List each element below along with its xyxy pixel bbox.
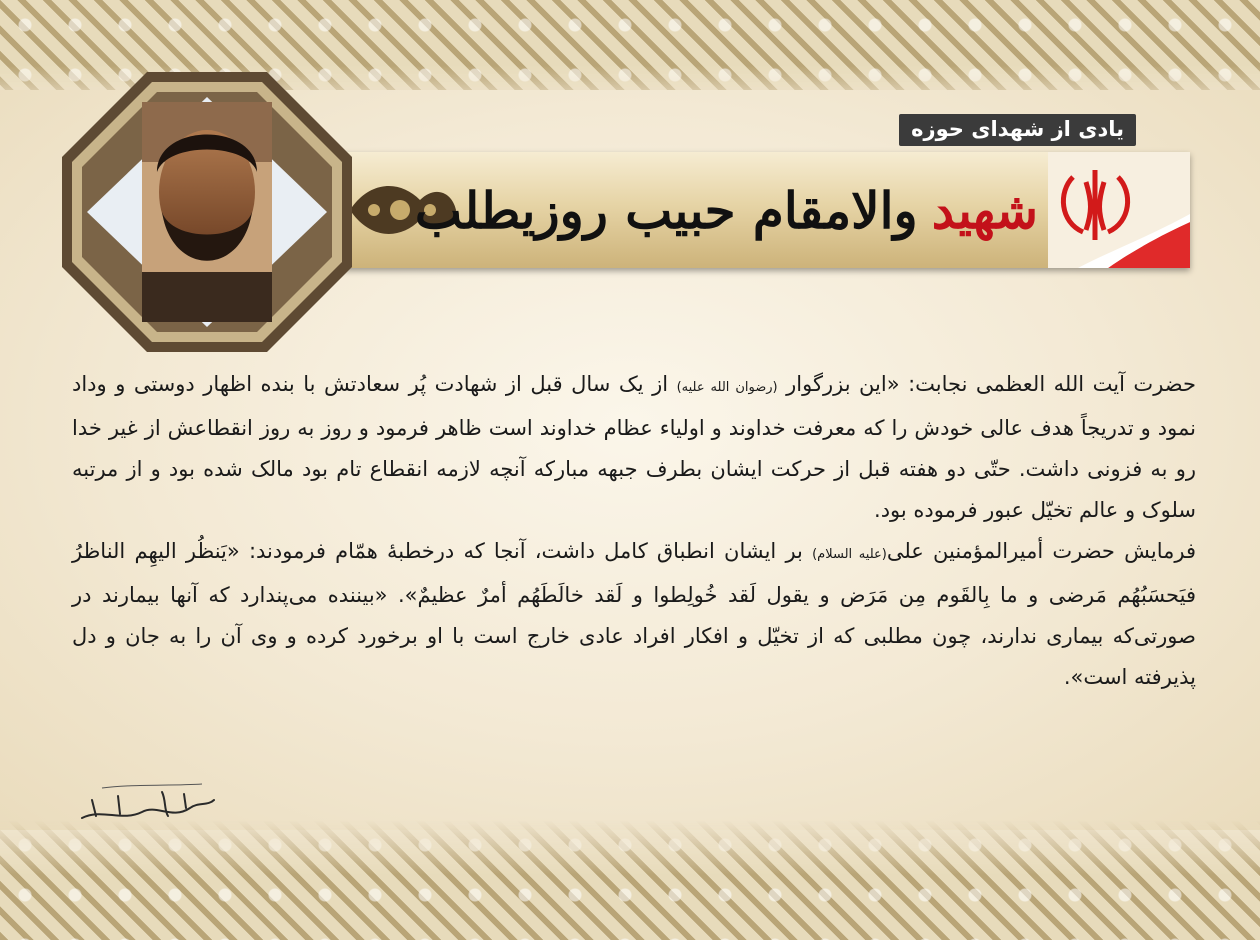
portrait-frame — [62, 72, 352, 352]
page-title — [415, 160, 1038, 260]
bottom-ornament-band — [0, 820, 1260, 940]
title-name: والامقام حبیب روزیطلب — [414, 180, 918, 240]
paragraph-2-text-a: فرمایش حضرت أمیرالمؤمنین علی — [886, 539, 1196, 563]
honorific-2: (علیه السلام) — [812, 547, 887, 562]
paragraph-1-text-b: از یک سال قبل از شهادت پُر سعادتش با بنده اظهار دوستی و وداد نمود و تدریجاً هدف عالی خودش را که معرفت خداوند و اولیاء عظام خداوند است ظاهر فرمود و روز به روز انقطاعش از غیر خدا رو به فزونی داشت. حتّی دو هفته قبل از حرکت ایشان بطرف جبهه مبارکه آنچه لازمه انقطاع تام بود مالک شده بود و از مرتبه سلوک و عالم تخیّل عبور فرموده بود. — [72, 372, 1196, 522]
body-text — [72, 364, 1196, 698]
iran-flag-icon — [1048, 152, 1190, 268]
paragraph-1 — [72, 364, 1196, 531]
paragraph-1-text-a: حضرت آیت الله العظمی نجابت: «این بزرگوار — [777, 372, 1196, 396]
paragraph-2 — [72, 531, 1196, 698]
paragraph-2-text-b: بر ایشان انطباق کامل داشت، آنجا که درخطبهٔ همّام فرمودند: «یَنظُر الیهِم الناظرُ فیَحسَبُهُم مَرضی و ما بِالقَوم مِن مَرَض و یقول لَقد خُولِطوا و لَقد خالَطَهُم أمرٌ عظیمٌ». «بیننده می‌پندارد که آنها بیمارند در صورتی‌که بیماری ندارند، چون مطلبی که از تخیّل و افکار افراد عادی خارج است با او برخورد کرده و وی آن را به جان و دل پذیرفته است». — [72, 539, 1196, 689]
title-martyr-word: شهید — [931, 180, 1038, 240]
signature-calligraphy — [72, 778, 222, 830]
honorific-1: (رضوان الله علیه) — [676, 380, 778, 395]
section-tag: یادی از شهدای حوزه — [899, 114, 1136, 146]
portrait-photo — [142, 102, 272, 322]
